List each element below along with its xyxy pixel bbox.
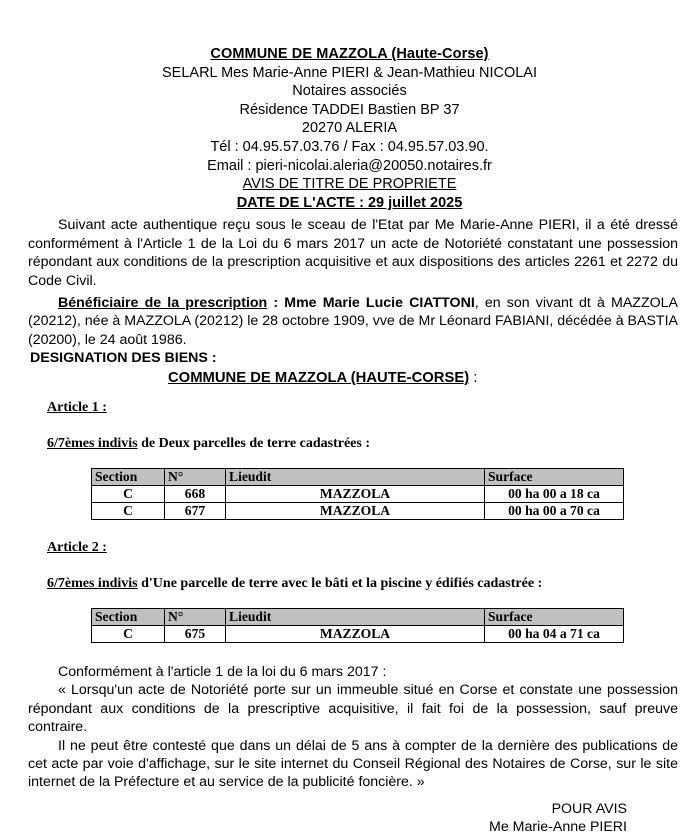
column-header-surface: Surface xyxy=(485,468,624,485)
column-header-section: Section xyxy=(92,608,165,625)
designation-commune xyxy=(0,368,699,388)
table-header-row xyxy=(92,608,624,625)
article-1-share: 6/7èmes indivis xyxy=(47,435,138,451)
cell-surface: 00 ha 00 a 70 ca xyxy=(485,502,624,519)
beneficiary-paragraph xyxy=(28,294,678,349)
firm-phone: Tél : 04.95.57.03.76 / Fax : 04.95.57.03.90. xyxy=(210,138,489,155)
cell-surface: 00 ha 00 a 18 ca xyxy=(485,485,624,502)
beneficiary-separator: : xyxy=(267,294,285,311)
cell-number: 677 xyxy=(165,502,226,519)
article-1-desc-text: de Deux parcelles de terre cadastrées : xyxy=(137,435,370,451)
article-2-share: 6/7èmes indivis xyxy=(47,575,138,591)
designation-commune-colon: : xyxy=(469,369,478,386)
firm-name: SELARL Mes Marie-Anne PIERI & Jean-Mathieu NICOLAI xyxy=(161,64,537,81)
letterhead xyxy=(0,0,699,212)
cell-lieudit: MAZZOLA xyxy=(226,502,485,519)
firm-role: Notaires associés xyxy=(292,83,407,100)
cell-number: 675 xyxy=(165,625,226,642)
table-header-row xyxy=(92,468,624,485)
firm-address: Résidence TADDEI Bastien BP 37 xyxy=(239,101,460,118)
column-header-number: N° xyxy=(165,608,226,625)
beneficiary-label: Bénéficiaire de la prescription xyxy=(58,294,268,311)
closing-section xyxy=(0,663,699,792)
firm-city: 20270 ALERIA xyxy=(301,120,398,137)
signature-pour-avis: POUR AVIS xyxy=(551,800,627,817)
act-date: DATE DE L'ACTE : 29 juillet 2025 xyxy=(236,194,463,211)
table-row xyxy=(92,485,624,502)
column-header-lieudit: Lieudit xyxy=(226,608,485,625)
cell-section: C xyxy=(92,485,165,502)
beneficiary-name: Mme Marie Lucie CIATTONI xyxy=(284,294,475,311)
designation-commune-name: COMMUNE DE MAZZOLA (HAUTE-CORSE) xyxy=(168,369,470,386)
cell-number: 668 xyxy=(165,485,226,502)
article-2-description xyxy=(0,576,699,592)
table-row xyxy=(92,502,624,519)
cell-surface: 00 ha 04 a 71 ca xyxy=(485,625,624,642)
cell-section: C xyxy=(92,625,165,642)
article-2-heading: Article 2 : xyxy=(47,539,107,555)
cadastral-table-2 xyxy=(91,608,624,643)
notice-title: AVIS DE TITRE DE PROPRIETE xyxy=(242,176,457,193)
article-1-description xyxy=(0,436,699,452)
column-header-section: Section xyxy=(92,468,165,485)
closing-line-2: « Lorsqu'un acte de Notoriété porte sur un immeuble situé en Corse et constate une possession répondant aux conditions de la prescriptive acquisitive, il fait foi de la possession, sauf preuve contraire. xyxy=(28,682,678,736)
cell-section: C xyxy=(92,502,165,519)
beneficiary-details: , en son vivant dt à MAZZOLA (20212), née à MAZZOLA (20212) le 28 octobre 1909, vve de Mr Léonard FABIANI, décédée à BASTIA (20200), le 24 août 1986. xyxy=(28,294,679,348)
closing-line-1: Conformément à l'article 1 de la loi du 6 mars 2017 : xyxy=(58,663,387,680)
commune-title: COMMUNE DE MAZZOLA (Haute-Corse) xyxy=(210,46,489,62)
table-row xyxy=(92,625,624,642)
firm-email: Email : pieri-nicolai.aleria@20050.notaires.fr xyxy=(207,157,492,174)
article-2-desc-text: d'Une parcelle de terre avec le bâti et la piscine y édifiés cadastrée : xyxy=(137,575,543,591)
body-text xyxy=(0,216,699,349)
intro-paragraph: Suivant acte authentique reçu sous le sceau de l'Etat par Me Marie-Anne PIERI, il a été dressé conformément à l'Article 1 de la Loi du 6 mars 2017 un acte de Notoriété constatant une possession répondant aux conditions de la prescription acquisitive et aux dispositions des articles 2261 et 2272 du Code Civil. xyxy=(28,217,678,289)
cadastral-table-1 xyxy=(91,468,624,520)
designation-heading: DESIGNATION DES BIENS : xyxy=(30,350,217,367)
column-header-number: N° xyxy=(165,468,226,485)
column-header-surface: Surface xyxy=(485,608,624,625)
cell-lieudit: MAZZOLA xyxy=(226,625,485,642)
column-header-lieudit: Lieudit xyxy=(226,468,485,485)
signature-signer: Me Marie-Anne PIERI xyxy=(489,819,627,836)
cell-lieudit: MAZZOLA xyxy=(226,485,485,502)
closing-line-3: Il ne peut être contesté que dans un délai de 5 ans à compter de la dernière des publications de cet acte par voie d'affichage, sur le site internet du Conseil Régional des Notaires de Corse, sur le site internet de la Préfecture et au service de la publicité foncière. » xyxy=(28,737,678,791)
article-1-heading: Article 1 : xyxy=(47,399,107,415)
